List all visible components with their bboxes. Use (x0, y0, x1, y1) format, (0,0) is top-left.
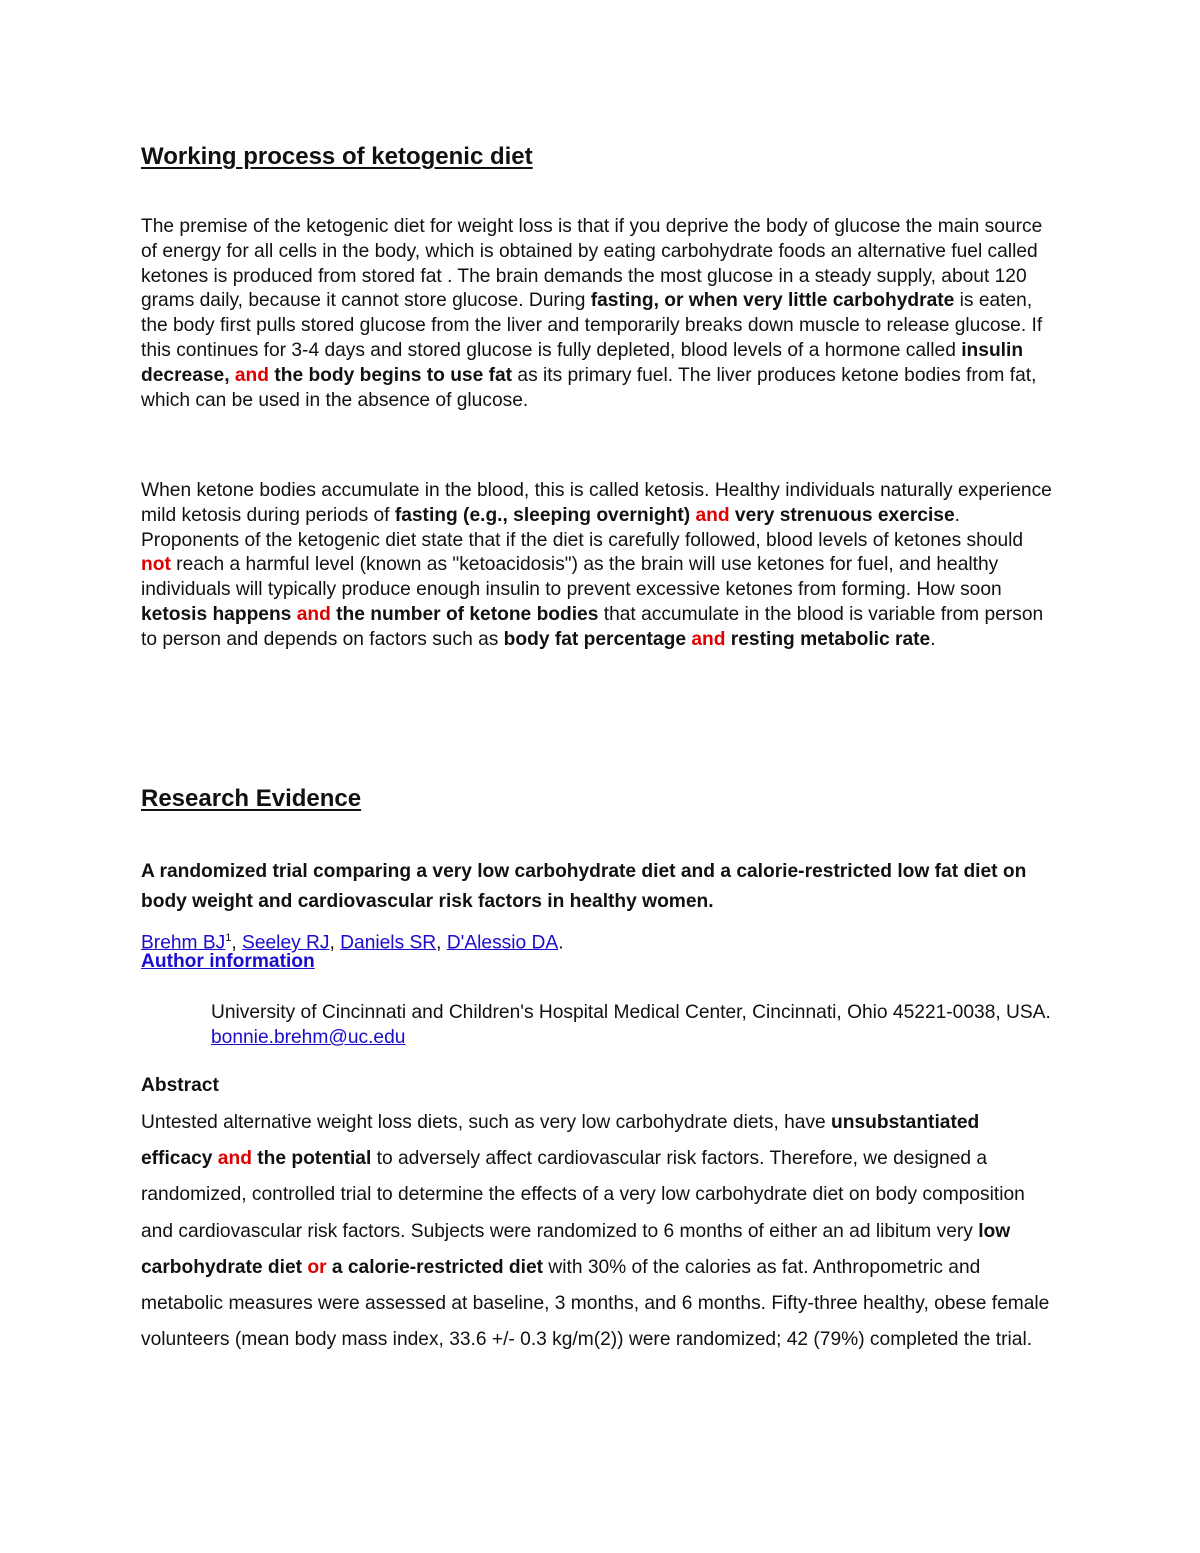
text-run: . (930, 628, 936, 650)
text-run: is eaten, the body first pulls stored glucose from the liver and temporarily breaks down muscle to release glucose. If this continues for 3-4 days and stored glucose is fully depleted, blood levels of a hormone called (141, 290, 1043, 361)
trial-title: A randomized trial comparing a very low carbohydrate diet and a calorie-restricted low fat diet on body weight and cardiovascular risk factors in healthy women. (141, 861, 1027, 912)
author-affiliation-marker: 1 (225, 932, 232, 944)
section-heading-working-process: Working process of ketogenic diet (141, 143, 533, 170)
text-run: to adversely affect cardiovascular risk factors. Therefore, we designed a randomized, controlled trial to determine the effects of a very low carbohydrate diet on body composition and cardiovascular risk factors. Subjects were randomized to 6 months of either an ad libitum very (141, 1148, 1025, 1242)
author-link-brehm[interactable]: Brehm BJ (141, 932, 226, 954)
bold-run: fasting, or when very little carbohydrate (590, 290, 955, 312)
bold-run: very strenuous exercise (729, 504, 955, 526)
bold-run: a calorie-restricted diet (326, 1256, 544, 1278)
paragraph-ketosis (141, 479, 1056, 653)
bold-run: fasting (e.g., sleeping overnight) (394, 504, 691, 526)
red-emphasis: and (686, 628, 726, 650)
bold-run: resting metabolic rate (725, 628, 931, 650)
red-emphasis: and (291, 603, 331, 625)
bold-run: the number of ketone bodies (330, 603, 599, 625)
author-information-link[interactable]: Author information (141, 951, 315, 972)
author-link-daniels[interactable]: Daniels SR (340, 932, 437, 954)
bold-run: the body begins to use fat (269, 364, 513, 386)
text-run: with 30% of the calories as fat. Anthropometric and metabolic measures were assessed at baseline, 3 months, and 6 months. Fifty-three healthy, obese female volunteers (mean body mass index, 33.6 +/- 0.3 kg/m(2)) were randomized; 42 (79%) completed the trial. (141, 1256, 1050, 1351)
text-run: reach a harmful level (known as "ketoacidosis") as the brain will use ketones for fuel, and healthy individuals will typically produce enough insulin to prevent excessive ketones from forming. How soon (141, 554, 1002, 601)
section-heading-research-evidence: Research Evidence (141, 785, 362, 812)
red-emphasis: and (212, 1148, 252, 1170)
bold-run: low carbohydrate diet (141, 1220, 1011, 1278)
red-emphasis: and (229, 364, 269, 386)
author-link-dalessio[interactable]: D'Alessio DA (446, 932, 559, 954)
red-emphasis: not (141, 554, 171, 576)
author-separator: , (329, 932, 341, 954)
bold-run: body fat percentage (503, 628, 686, 650)
text-run: . Proponents of the ketogenic diet state that if the diet is carefully followed, blood levels of ketones should (141, 504, 1024, 551)
text-run: that accumulate in the blood is variable from person to person and depends on factors such as (141, 603, 1044, 650)
abstract-label: Abstract (141, 1075, 219, 1096)
text-run: The premise of the ketogenic diet for weight loss is that if you deprive the body of glucose the main source of energy for all cells in the body, which is obtained by eating carbohydrate foods an alternative fuel called ketones is produced from stored fat . The brain demands the most glucose in a steady supply, about 120 grams daily, because it cannot store glucose. During (141, 216, 1043, 312)
affiliation-text: University of Cincinnati and Children's Hospital Medical Center, Cincinnati, Ohio 45221-0038, USA. (211, 1002, 1051, 1023)
author-link-seeley[interactable]: Seeley RJ (242, 932, 330, 954)
text-run: as its primary fuel. The liver produces ketone bodies from fat, which can be used in the absence of glucose. (141, 364, 1037, 411)
author-separator: , (231, 932, 243, 954)
bold-run: the potential (251, 1148, 372, 1170)
red-emphasis: or (302, 1256, 327, 1278)
bold-run: insulin decrease, (141, 339, 1024, 386)
bold-run: unsubstantiated efficacy (141, 1112, 980, 1170)
author-affiliation (211, 1000, 1056, 1050)
text-run: Untested alternative weight loss diets, such as very low carbohydrate diets, have (141, 1112, 832, 1133)
red-emphasis: and (690, 504, 730, 526)
abstract-body (141, 1105, 1056, 1358)
paragraph-ketogenic-premise (141, 215, 1056, 413)
text-run: When ketone bodies accumulate in the blood, this is called ketosis. Healthy individuals naturally experience mild ketosis during periods of (141, 480, 1052, 526)
author-list-end: . (558, 932, 564, 954)
email-link[interactable]: bonnie.brehm@uc.edu (211, 1027, 406, 1048)
author-separator: , (436, 932, 447, 954)
bold-run: ketosis happens (141, 603, 292, 625)
